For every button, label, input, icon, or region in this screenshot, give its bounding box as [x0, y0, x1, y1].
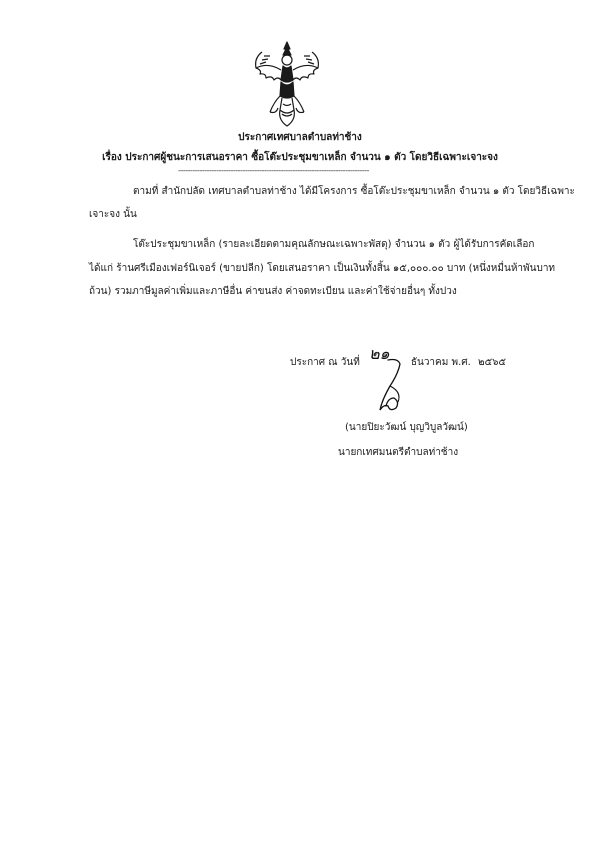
signer-name: (นายปิยะวัฒน์ บุญวิบูลวัฒน์)	[345, 422, 468, 433]
handwritten-day: ๒๑	[368, 344, 390, 363]
subject-line: เรื่อง ประกาศผู้ชนะการเสนอราคา ซื้อโต๊ะประชุมขาเหล็ก จำนวน ๑ ตัว โดยวิธีเฉพาะเจาะจง	[102, 152, 498, 163]
paragraph-1-line-2: เจาะจง นั้น	[89, 209, 137, 220]
signature-icon	[358, 356, 448, 420]
paragraph-2-line-3: ถ้วน) รวมภาษีมูลค่าเพิ่มและภาษีอื่น ค่าขนส่ง ค่าจดทะเบียน และค่าใช้จ่ายอื่นๆ ทั้งปวง	[89, 286, 457, 297]
paragraph-2-line-1: โต๊ะประชุมขาเหล็ก (รายละเอียดตามคุณลักษณะเฉพาะพัสดุ) จำนวน ๑ ตัว ผู้ได้รับการคัดเลือก	[133, 239, 535, 250]
date-prefix: ประกาศ ณ วันที่	[290, 357, 360, 368]
office-title: ประกาศเทศบาลตำบลท่าช้าง	[238, 132, 362, 143]
paragraph-2-line-2: ได้แก่ ร้านศรีเมืองเฟอร์นิเจอร์ (ขายปลีก) โดยเสนอราคา เป็นเงินทั้งสิ้น ๑๕,๐๐๐.๐๐ บาท (หนึ่งหมื่นห้าพันบาท	[89, 263, 556, 274]
garuda-emblem-icon	[252, 40, 322, 128]
date-year: ๒๕๖๕	[478, 357, 507, 368]
signer-position: นายกเทศมนตรีตำบลท่าช้าง	[338, 447, 459, 458]
paragraph-1-line-1: ตามที่ สำนักปลัด เทศบาลตำบลท่าช้าง ได้มีโครงการ ซื้อโต๊ะประชุมขาเหล็ก จำนวน ๑ ตัว โดยวิธีเฉพาะ	[133, 186, 575, 197]
date-month-year: ธันวาคม พ.ศ.	[410, 357, 471, 368]
separator-line: --------------------------------------------------------------------------------	[178, 166, 369, 175]
